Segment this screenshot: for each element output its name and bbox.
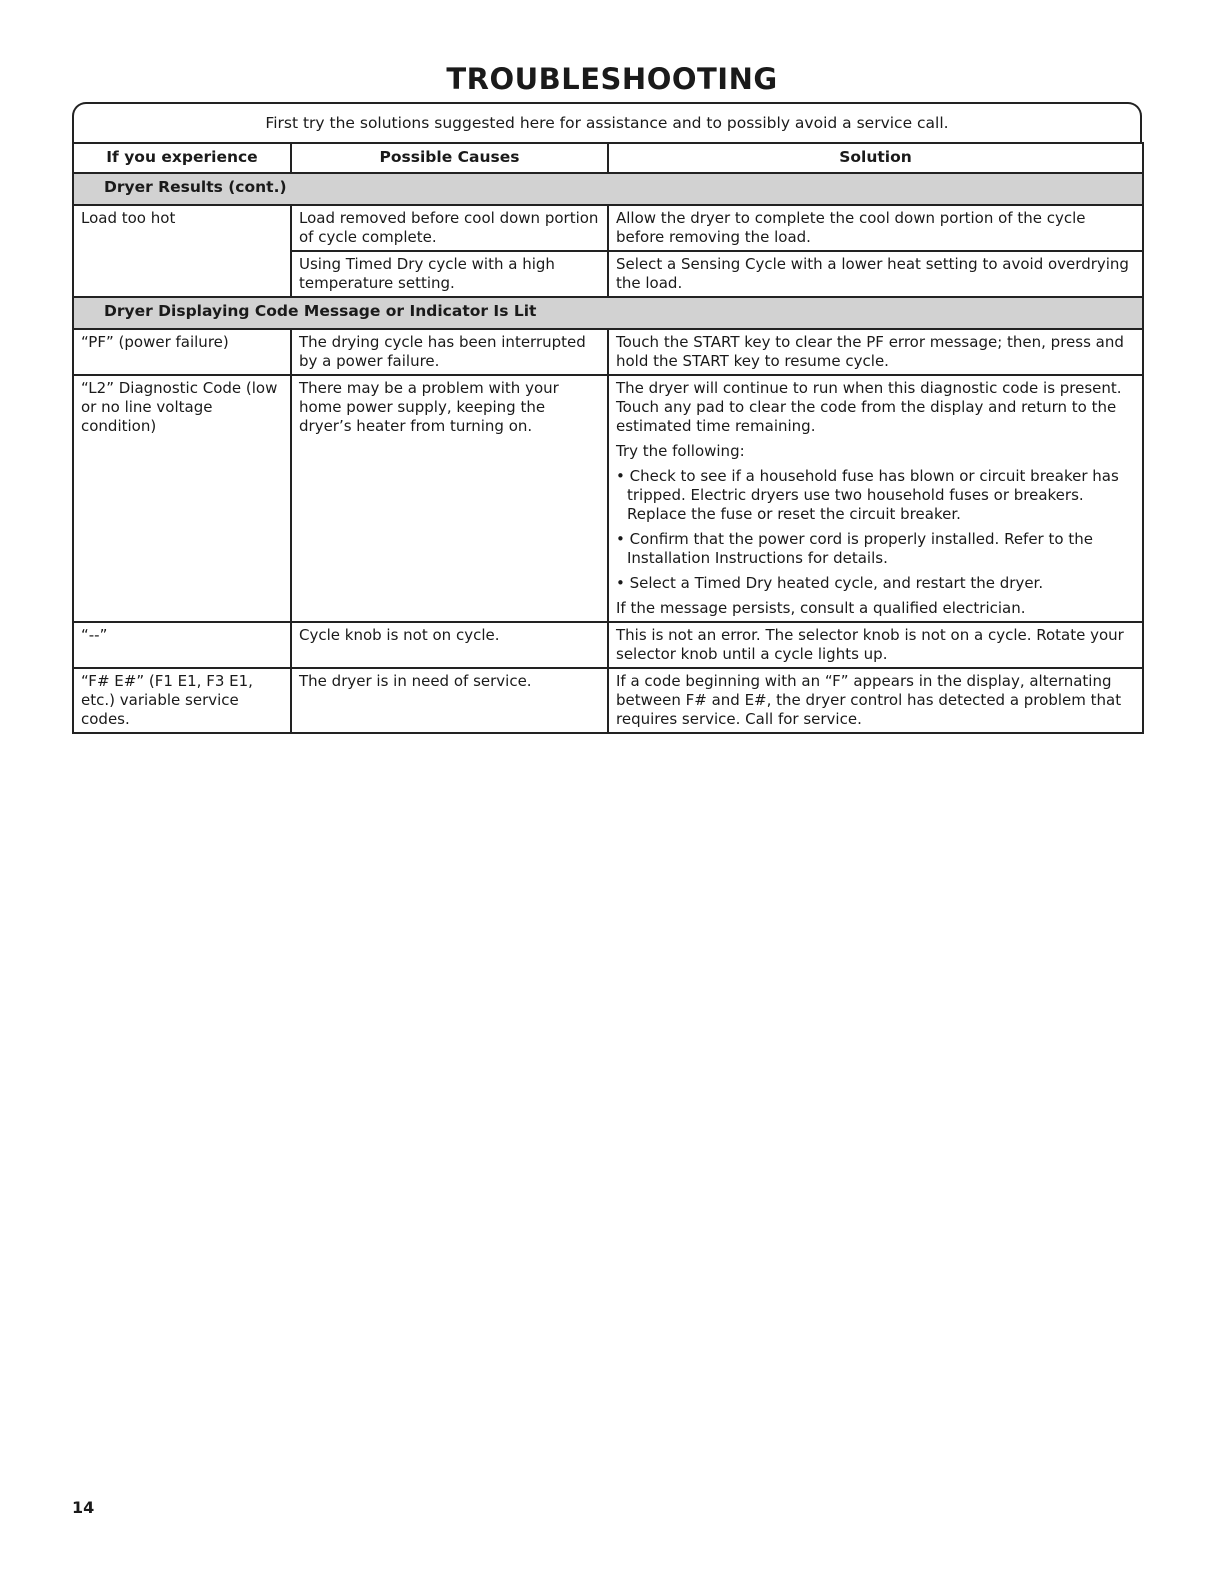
page-number: 14 <box>72 1498 95 1517</box>
solution-cell: Allow the dryer to complete the cool down portion of the cycle before removing the load. <box>608 205 1143 251</box>
problem-cell: “PF” (power failure) <box>73 329 291 375</box>
table-row <box>73 375 1143 622</box>
problem-cell: Load too hot <box>73 205 291 297</box>
cause-cell: The dryer is in need of service. <box>291 668 608 733</box>
table-header-row <box>73 143 1143 173</box>
solution-paragraph: Try the following: <box>616 442 745 460</box>
solution-cell: Touch the START key to clear the PF error message; then, press and hold the START key to resume cycle. <box>608 329 1143 375</box>
problem-cell: “L2” Diagnostic Code (low or no line voltage condition) <box>73 375 291 622</box>
troubleshooting-table <box>72 142 1144 734</box>
section-title: Dryer Results (cont.) <box>73 173 1143 205</box>
intro-text: First try the solutions suggested here for assistance and to possibly avoid a service call. <box>265 114 949 132</box>
table-row <box>73 205 1143 251</box>
solution-cell: If a code beginning with an “F” appears in the display, alternating between F# and E#, the dryer control has detected a problem that requires service. Call for service. <box>608 668 1143 733</box>
cause-cell: Using Timed Dry cycle with a high temperature setting. <box>291 251 608 297</box>
problem-cell: “F# E#” (F1 E1, F3 E1, etc.) variable service codes. <box>73 668 291 733</box>
table-row <box>73 622 1143 668</box>
cause-cell: There may be a problem with your home power supply, keeping the dryer’s heater from turning on. <box>291 375 608 622</box>
solution-bullet: • Check to see if a household fuse has blown or circuit breaker has tripped. Electric dryers use two household fuses or breakers. Replace the fuse or reset the circuit breaker. <box>616 467 1119 523</box>
column-header-experience: If you experience <box>73 143 291 173</box>
section-header-dryer-results <box>73 173 1143 205</box>
problem-cell: “--” <box>73 622 291 668</box>
solution-cell <box>608 375 1143 622</box>
section-title: Dryer Displaying Code Message or Indicator Is Lit <box>73 297 1143 329</box>
solution-paragraph: The dryer will continue to run when this diagnostic code is present. Touch any pad to clear the code from the display and return to the estimated time remaining. <box>616 379 1122 435</box>
bullet-text: Check to see if a household fuse has blown or circuit breaker has tripped. Electric dryers use two household fuses or breakers. Replace the fuse or reset the circuit breaker. <box>627 467 1119 523</box>
bullet-text: Select a Timed Dry heated cycle, and restart the dryer. <box>629 574 1044 592</box>
solution-cell: This is not an error. The selector knob is not on a cycle. Rotate your selector knob until a cycle lights up. <box>608 622 1143 668</box>
section-header-code-message <box>73 297 1143 329</box>
solution-bullet: • Confirm that the power cord is properly installed. Refer to the Installation Instructions for details. <box>616 530 1093 567</box>
table-row <box>73 668 1143 733</box>
cause-cell: Cycle knob is not on cycle. <box>291 622 608 668</box>
solution-bullet: • Select a Timed Dry heated cycle, and restart the dryer. <box>616 574 1044 592</box>
column-header-solution: Solution <box>608 143 1143 173</box>
solution-cell: Select a Sensing Cycle with a lower heat setting to avoid overdrying the load. <box>608 251 1143 297</box>
bullet-text: Confirm that the power cord is properly installed. Refer to the Installation Instructions for details. <box>627 530 1093 567</box>
table-row <box>73 329 1143 375</box>
page-title: TROUBLESHOOTING <box>446 62 778 96</box>
cause-cell: The drying cycle has been interrupted by a power failure. <box>291 329 608 375</box>
solution-paragraph: If the message persists, consult a qualified electrician. <box>616 599 1026 617</box>
column-header-causes: Possible Causes <box>291 143 608 173</box>
cause-cell: Load removed before cool down portion of cycle complete. <box>291 205 608 251</box>
